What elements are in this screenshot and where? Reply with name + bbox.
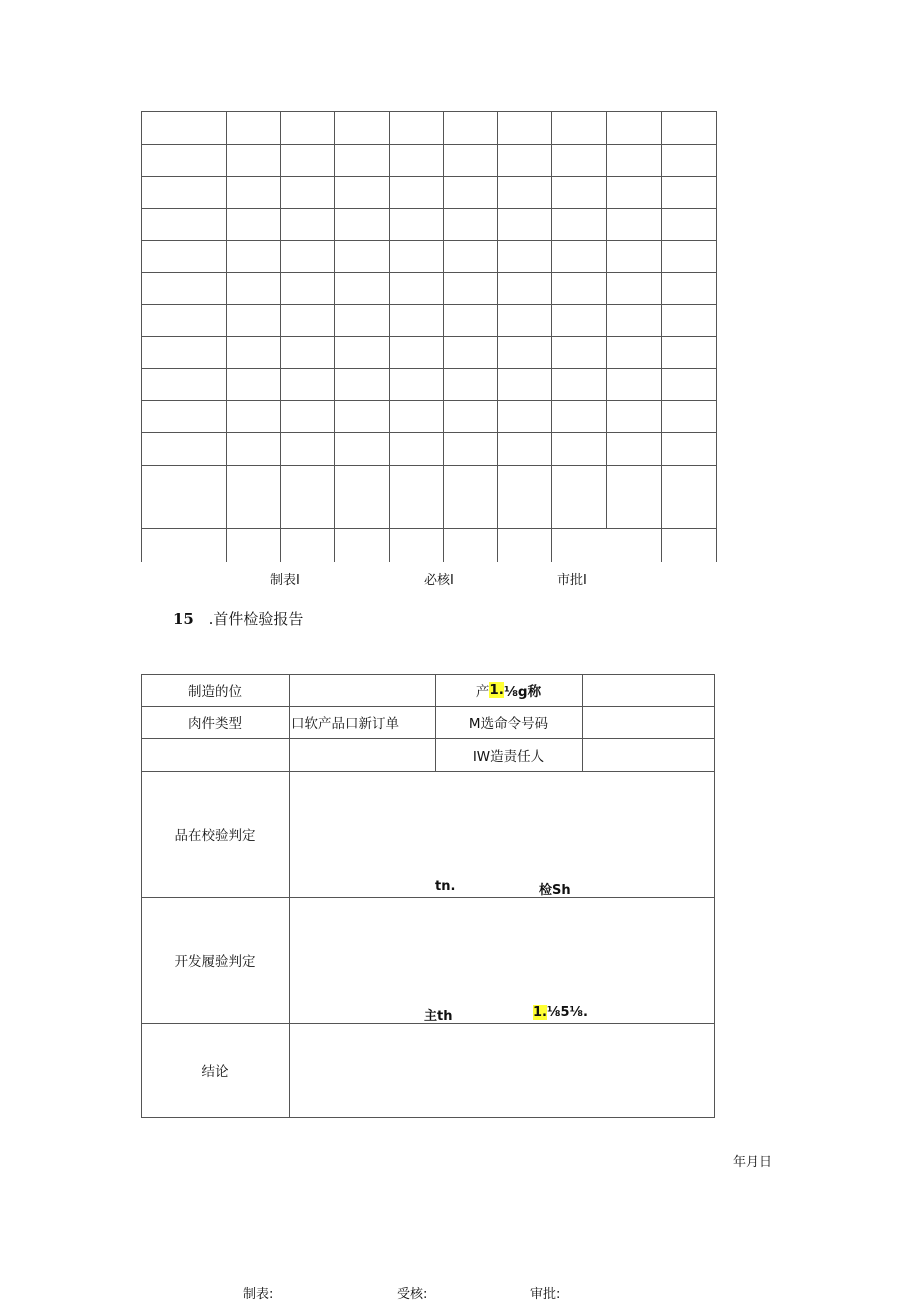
section-heading xyxy=(173,608,303,629)
date-label: 年月日 xyxy=(733,1155,773,1170)
dev-signature-b: 1.⅛5⅛. xyxy=(533,1005,588,1020)
quality-signature-a: tn. xyxy=(435,879,456,894)
manufacturing-unit-label: 制造的位 xyxy=(188,684,242,700)
quality-judgement-label: 品在校验判定 xyxy=(174,828,256,844)
responsible-person-label: IW造责任人 xyxy=(472,748,545,765)
part-type-options: 口软产品口新订单 xyxy=(291,716,399,732)
blank-grid-table xyxy=(141,111,716,562)
top-sign-check: 必核I xyxy=(424,573,454,588)
quality-signature-b: 检Sh xyxy=(539,883,571,898)
bottom-sign-approve: 审批: xyxy=(530,1287,561,1302)
bottom-sign-check: 受核: xyxy=(397,1287,428,1302)
inspection-report-table xyxy=(141,674,714,1118)
bottom-sign-make: 制表: xyxy=(243,1287,274,1302)
top-sign-make: 制表I xyxy=(270,573,300,588)
section-title: .首件检验报告 xyxy=(208,610,304,628)
top-sign-approve: 市批I xyxy=(557,573,587,588)
conclusion-label: 结论 xyxy=(201,1064,229,1080)
dev-judgement-label: 开发履验判定 xyxy=(174,954,256,970)
dev-signature-a: 主th xyxy=(424,1009,453,1024)
product-name-label: 产 1. ⅛g称 xyxy=(475,682,542,700)
part-type-label: 肉件类型 xyxy=(188,716,242,732)
section-number: 15 xyxy=(173,610,194,628)
order-number-label: M选命令号码 xyxy=(468,716,549,732)
